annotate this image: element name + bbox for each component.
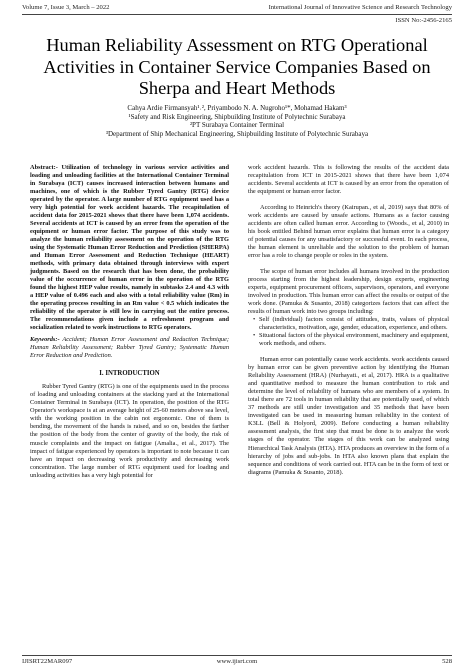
keywords-text: Accident; Human Error Assessment and Reduction Technique; Human Reliability Assessment; Rubber Tyred Gantry; Systematic Human Error Reduction and Prediction. xyxy=(30,336,229,360)
factor-list xyxy=(248,316,449,348)
paragraph-continuation: work accident hazards. This is following the results of the accident data recapitulation from ICT in 2015-2021 shows that there have been 1,074 accidents. Several accidents at ICT is caused by an error from the operation of the equipment or human error factor. xyxy=(248,164,449,196)
paragraph-heinrich: According to Heinrich's theory (Kairupan., et al, 2019) says that 80% of work accidents are caused by unsafe actions. Humans as a factor causing accidents are often called human error. According to (Woods., et al, 2010) in his book entitled Behind human error explains that human error is a category of potential causes for any unsatisfactory or successful event. In each process, the human element is unreliable and the solution to the problem of human error has a role to change people or roles in the system. xyxy=(248,204,449,260)
affiliation-1: ¹Safety and Risk Engineering, Shipbuilding Institute of Polytechnic Surabaya xyxy=(128,112,346,121)
paper-title: Human Reliability Assessment on RTG Operational Activities in Container Service Companies Based on Sherpa and Heart Methods xyxy=(43,35,431,98)
issn-number: ISSN No:-2456-2165 xyxy=(395,17,452,24)
affiliation-2: ²PT Surabaya Container Terminal xyxy=(189,121,285,130)
introduction-heading: I. INTRODUCTION xyxy=(99,370,160,378)
footer-rule xyxy=(22,655,452,656)
list-item: • Self (individual) factors consist of attitudes, traits, values of physical characteristics, motivation, age, gender, education, experience, and others. xyxy=(254,316,449,332)
paragraph-hra: Human error can potentially cause work accidents. work accidents caused by human error can be given preventive action by identifying the Human Reliability Assessment (HRA) (Nurhayati., et al, 2017). HRA is a qualitative and quantitative method to measure the human contribution to risk and determine the level of reliability of humans who are members of a system. In total there are 72 tools in human reliability that are potentially used, of which 37 methods are still under investigation and 35 methods that have been investigated can be used in measuring human reliability in the context of K3LL (Bell & Holyord, 2009). Before conducting a human reliability assessment analysis, the first step that must be done is to analyze the work stages of the operator. The stages of this work can be analyzed using Hierarchical Task Analysis (HTA). HTA produces an overview in the form of a hierarchy of jobs and sub-jobs. In HTA also known plans that explain the sequence and conditions of work carried out. HTA can be in the form of text or diagrams (Pamuka & Susanto, 2018). xyxy=(248,356,449,476)
right-column xyxy=(248,164,449,477)
author-block xyxy=(0,104,474,138)
left-column xyxy=(30,164,229,480)
keywords xyxy=(30,336,229,360)
introduction-paragraph: Rubber Tyred Gantry (RTG) is one of the equipments used in the process of loading and unloading containers at the stacking yard at the International Container Terminal in Surabaya (ICT). In operation, the position of the RTG Operator's workspace is at an average height of 25-60 meters above sea level, with the working position in the cabin not ergonomic. One of them is bending, the movement of the hands is raised, and so on, besides the farther the position of the body from the center of gravity of the body, the risk of muscle complaints and the impact on fatigue (Amalia., et al., 2017). The impact of fatigue experienced by operators is important to note because it can have an impact on decreasing work productivity and decreasing work concentration. The large number of RTG equipment used for loading and unloading activities has a very high potential for xyxy=(30,383,229,479)
abstract: Abstract:- Utilization of technology in various service activities and loading and unloading facilities at the International Container Terminal in Surabaya (ICT) causes increased interaction between humans and machines, one of which is the Rubber Tyred Gantry (RTG) device operated by the operator. A large number of RTG equipment used has a very high potential for work accident hazards. The recapitulation of accident data for 2015-2021 shows that there have been 1,074 accidents. Several accidents at ICT is caused by an error from the operation of the equipment or human error factor. The purpose of this study was to analyze the human reliability assessment on the operation of the RTG using the Systematic Human Error Reduction and Prediction (SHERPA) and Human Error Assessment and Reduction Technique (HEART) methods, with primary data obtained through interviews with expert judgments. Based on the research that has been done, the probability value of the occurrence of human error in the operation of the RTG found the highest HEP value results, namely in subtasks 2.4 and 4.3 with a HEP value of 0.496 each and also with a total reliability value (Rm) in the operating process resulting in an Rm value < 0.5 which indicates the reliability of the operator is still low in carrying out the entire process. The recommendations given include a refreshment program and socialization related to work instructions to RTG operators. xyxy=(30,164,229,332)
volume-issue: Volume 7, Issue 3, March – 2022 xyxy=(22,4,110,11)
page-number: 528 xyxy=(442,658,452,665)
affiliation-3: ³Department of Ship Mechanical Engineering, Shipbuilding Institute of Polytechnic Surabaya xyxy=(105,129,369,138)
paragraph-scope: The scope of human error includes all humans involved in the production process starting from the highest leadership, design experts, engineering experts, equipment procurement officers, supervisors, operators, and everyone involved in production. This human error can affect the results or output of the work done. (Pamuka & Susanto, 2018) categorizes factors that can affect the results of human work into two groups including: xyxy=(248,268,449,316)
journal-name: International Journal of Innovative Science and Research Technology xyxy=(268,4,452,11)
author-names: Cahya Ardie Firmansyah¹˒², Priyambodo N. A. Nugroho¹*, Mohamad Hakam³ xyxy=(127,104,347,112)
journal-website[interactable]: www.ijisrt.com xyxy=(216,658,258,665)
paper-code: IJISRT22MAR097 xyxy=(22,658,73,665)
keywords-label: Keywords:- xyxy=(30,336,60,344)
list-item: • Situational factors of the physical environment, machinery and equipment, work methods, and others. xyxy=(254,332,449,348)
header-rule xyxy=(22,14,452,15)
